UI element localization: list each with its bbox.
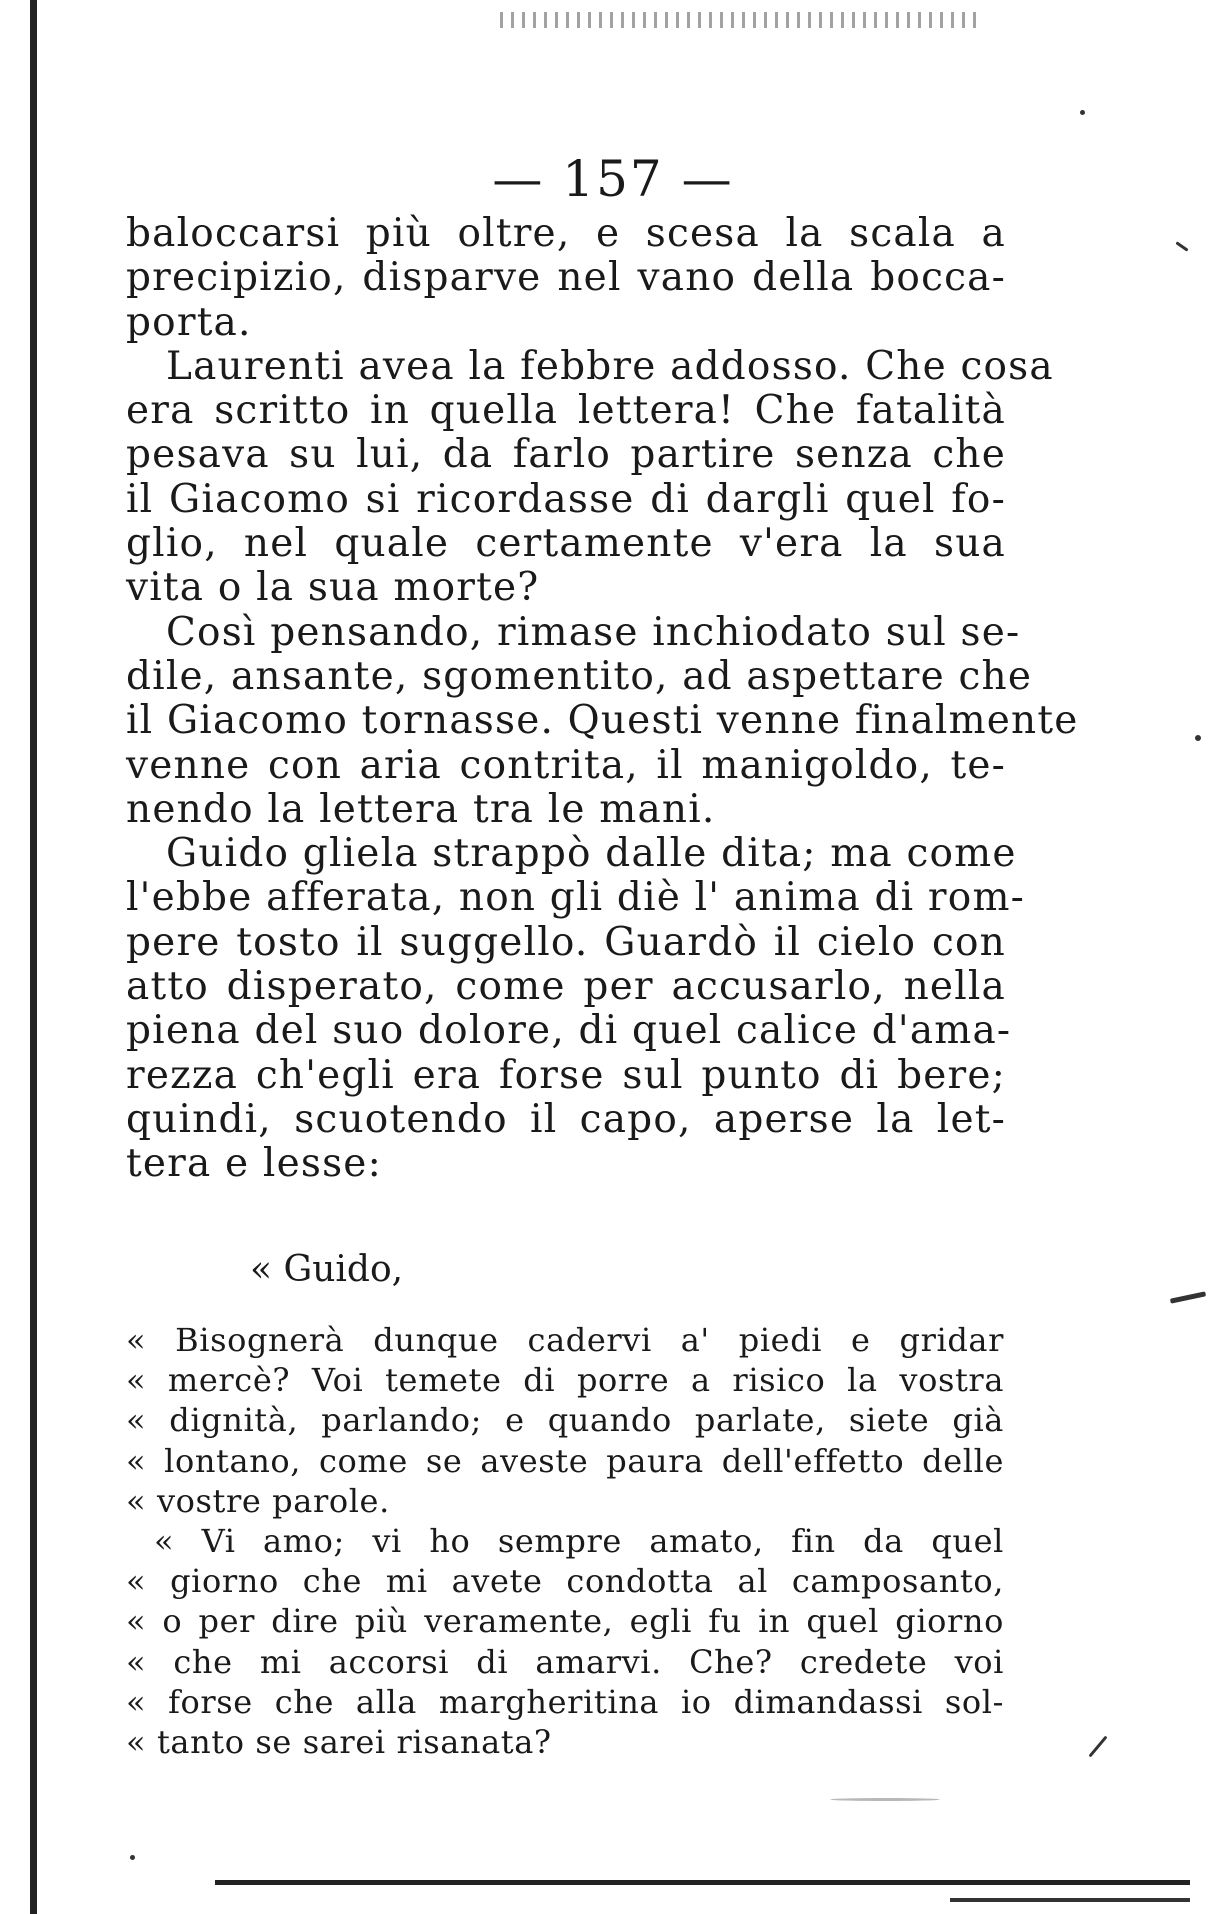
- text-line: baloccarsi più oltre, e scesa la scala a: [126, 211, 1006, 256]
- text-line: pere tosto il suggello. Guardò il cielo con: [126, 919, 1006, 965]
- text-line: venne con aria contrita, il manigoldo, te-: [126, 742, 1006, 788]
- text-line: il Giacomo si ricordasse di dargli quel fo-: [126, 476, 1006, 522]
- text-line: pesava su lui, da farlo partire senza che: [126, 432, 1006, 478]
- text-line: tera e lesse:: [126, 1141, 382, 1187]
- text-line: vita o la sua morte?: [126, 565, 540, 611]
- text-line: l'ebbe afferata, non gli diè l' anima di rom-: [126, 875, 1026, 921]
- text-line: nendo la lettera tra le mani.: [126, 786, 716, 832]
- letter-line: « mercè? Voi temete di porre a risico la vostra: [126, 1361, 1004, 1400]
- letter-line: « tanto se sarei risanata?: [126, 1722, 552, 1761]
- letter-line: « lontano, come se aveste paura dell'effetto delle: [126, 1441, 1004, 1480]
- letter-line: « giorno che mi avete condotta al camposanto,: [126, 1562, 1004, 1601]
- scan-speck: [1170, 1291, 1206, 1303]
- text-line: rezza ch'egli era forse sul punto di bere;: [126, 1052, 1006, 1098]
- scan-speck: [1175, 241, 1188, 251]
- text-line: il Giacomo tornasse. Questi venne finalmente: [126, 698, 1079, 744]
- letter-line: « o per dire più veramente, egli fu in quel giorno: [126, 1602, 1004, 1641]
- page-number: — 157 —: [492, 150, 734, 208]
- letter-line: « dignità, parlando; e quando parlate, siete già: [126, 1401, 1004, 1440]
- text-line: era scritto in quella lettera! Che fatalità: [126, 388, 1006, 434]
- scan-speck: [830, 1798, 940, 1801]
- letter-line: « Bisognerà dunque cadervi a' piedi e gridar: [126, 1321, 1004, 1359]
- bottom-rule: [215, 1880, 1190, 1885]
- text-line: atto disperato, come per accusarlo, nella: [126, 964, 1006, 1010]
- letter-line: « vostre parole.: [126, 1481, 390, 1520]
- letter-salutation: « Guido,: [250, 1249, 404, 1290]
- text-line: Così pensando, rimase inchiodato sul se-: [166, 609, 1021, 655]
- scan-speck: [1195, 735, 1201, 741]
- scan-speck: [1080, 110, 1085, 115]
- letter-line: « che mi accorsi di amarvi. Che? credete voi: [126, 1642, 1004, 1681]
- scan-speck: [1088, 1736, 1107, 1758]
- text-line: quindi, scuotendo il capo, aperse la let-: [126, 1096, 1006, 1142]
- text-line: precipizio, disparve nel vano della bocca-: [126, 255, 1006, 301]
- scan-noise: [500, 12, 980, 28]
- letter-line: « Vi amo; vi ho sempre amato, fin da quel: [154, 1521, 1004, 1560]
- letter-text: [126, 1320, 1004, 1762]
- left-binding-edge: [30, 0, 37, 1914]
- text-line: piena del suo dolore, di quel calice d'ama-: [126, 1008, 1012, 1054]
- text-line: Guido gliela strappò dalle dita; ma come: [166, 831, 1017, 877]
- text-line: Laurenti avea la febbre addosso. Che cosa: [166, 343, 1054, 389]
- bottom-rule-fragment: [950, 1898, 1190, 1902]
- scan-speck: [130, 1855, 135, 1860]
- body-text: [126, 211, 1079, 1187]
- letter-line: « forse che alla margheritina io dimandassi sol-: [126, 1682, 1004, 1721]
- text-line: glio, nel quale certamente v'era la sua: [126, 521, 1006, 567]
- text-line: dile, ansante, sgomentito, ad aspettare che: [126, 653, 1033, 699]
- text-line: porta.: [126, 299, 252, 345]
